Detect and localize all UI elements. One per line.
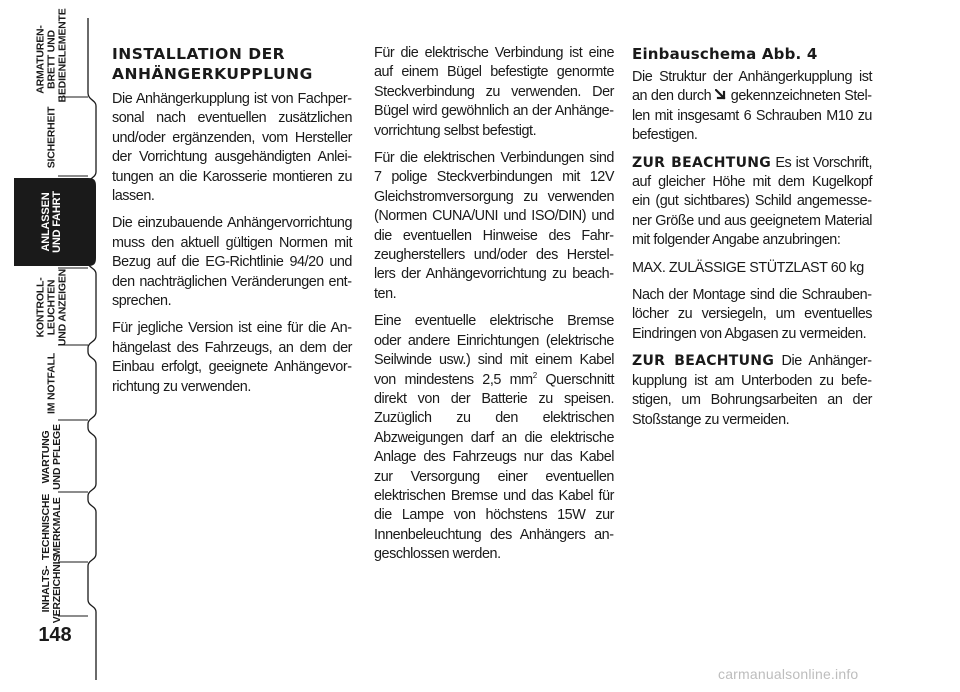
text-span: Querschnitt direkt von der Batterie zu speisen. Zuzüglich zu den elektrischen Abzweigungen darf an die elektrische Anlage des Fahrzeugs nur das Kabel zur Versorgung einer eventuellen elektrischen Bremse und das Kabel für die Lampe von höchstens 15W zur Innenbeleuchtung des Anhängers angeschlossen werden. <box>374 371 614 563</box>
note-label: ZUR BEACHTUNG <box>632 353 775 370</box>
paragraph <box>632 68 872 146</box>
paragraph: Nach der Montage sind die Schraubenlöcher zu versiegeln, um eventuelles Eindringen von Abgasen zu vermeiden. <box>632 287 872 342</box>
paragraph: Für jegliche Version ist eine für die Anhängelast des Fahrzeugs, an dem der Einbau erfolgt, geeignete Anhängevorrichtung zu verwenden. <box>112 320 352 395</box>
tab-maintenance[interactable] <box>10 424 94 490</box>
tab-label: ARMATUREN- BRETT UND BEDIENELEMENTE <box>34 7 69 102</box>
note-paragraph <box>632 352 872 430</box>
note-label: ZUR BEACHTUNG <box>632 154 772 171</box>
watermark: carmanualsonline.info <box>718 666 859 682</box>
tab-label: WARTUNG UND PFLEGE <box>40 424 63 490</box>
text-column-1 <box>112 44 352 405</box>
tab-label: INHALTS- VERZEICHNIS <box>40 554 63 624</box>
tab-label: SICHERHEIT <box>45 106 58 168</box>
diagonal-arrow-icon <box>715 89 727 101</box>
tab-starting-driving[interactable] <box>10 180 94 264</box>
paragraph: Für die elektrischen Verbindungen sind 7 polige Steckverbindungen mit 12V Gleichstromversorgung zu verwenden (Normen CUNA/UNI und ISO/DIN) und die eventuellen Hinweise des Fahrzeugherstellers und/oder des Herstellers der Anhängevorrichtung zu beachten. <box>374 150 614 302</box>
text-span: Die Struktur der Anhängerkupplung ist an den durch <box>632 69 872 105</box>
text-span: Es ist Vorschrift, auf gleicher Höhe mit dem Kugelkopf ein (gut sichtbares) Schild angemessener Größe und aus geeignetem Material mit folgender Angabe anzubringen: <box>632 154 872 249</box>
tab-emergency[interactable] <box>10 348 94 418</box>
text-span: Die Anhängerkupplung ist am Unterboden zu befestigen, um Bohrungsarbeiten an der Stoßstange zu vermeiden. <box>632 353 872 428</box>
tab-safety[interactable] <box>10 100 94 174</box>
text-span: Eine eventuelle elektrische Bremse oder andere Einrichtungen (elektrische Seilwinde usw.) sind mit einem Kabel von mindestens 2,5 mm <box>374 313 614 388</box>
paragraph: Die Anhängerkupplung ist von Fachpersonal nach eventuellen zusätzlichen und/oder ergänzenden, vom Hersteller der Vorrichtung ausgehändigten Anleitungen an die Karosserie montieren zu lassen. <box>112 91 352 205</box>
tab-label: ANLASSEN UND FAHRT <box>40 191 63 253</box>
tab-label: KONTROLL- LEUCHTEN UND ANZEIGEN <box>34 268 69 346</box>
paragraph <box>374 312 614 564</box>
text-span: gekennzeichneten Stellen mit insgesamt 6 Schrauben M10 zu befestigen. <box>632 88 872 144</box>
text-column-3 <box>632 44 872 438</box>
tab-label: TECHNISCHE MERKMALE <box>40 493 63 561</box>
paragraph: Für die elektrische Verbindung ist eine auf einem Bügel befestigte genormte Steckverbindung zu verwenden. Der Bügel wird gewöhnlich an der Anhängevorrichtung selbst befestigt. <box>374 45 614 139</box>
section-heading: INSTALLATION DER ANHÄNGERKUPPLUNG <box>112 45 313 83</box>
note-paragraph <box>632 154 872 251</box>
superscript: 2 <box>532 370 537 380</box>
tab-warning-lights[interactable] <box>10 270 94 344</box>
page-number: 148 <box>38 624 72 646</box>
tab-dashboard-controls[interactable] <box>10 7 94 102</box>
chapter-tab-sidebar <box>0 0 100 692</box>
paragraph: MAX. ZULÄSSIGE STÜTZLAST 60 kg <box>632 259 864 276</box>
tab-label: IM NOTFALL <box>45 352 58 414</box>
tab-index[interactable] <box>10 554 94 624</box>
diagram-heading: Einbauschema Abb. 4 <box>632 45 818 63</box>
paragraph: Die einzubauende Anhängervorrichtung muss den aktuell gültigen Normen mit Bezug auf die EG-Richtlinie 94/20 und den nachträglichen Veränderungen entsprechen. <box>112 215 352 310</box>
text-column-2 <box>374 44 614 573</box>
